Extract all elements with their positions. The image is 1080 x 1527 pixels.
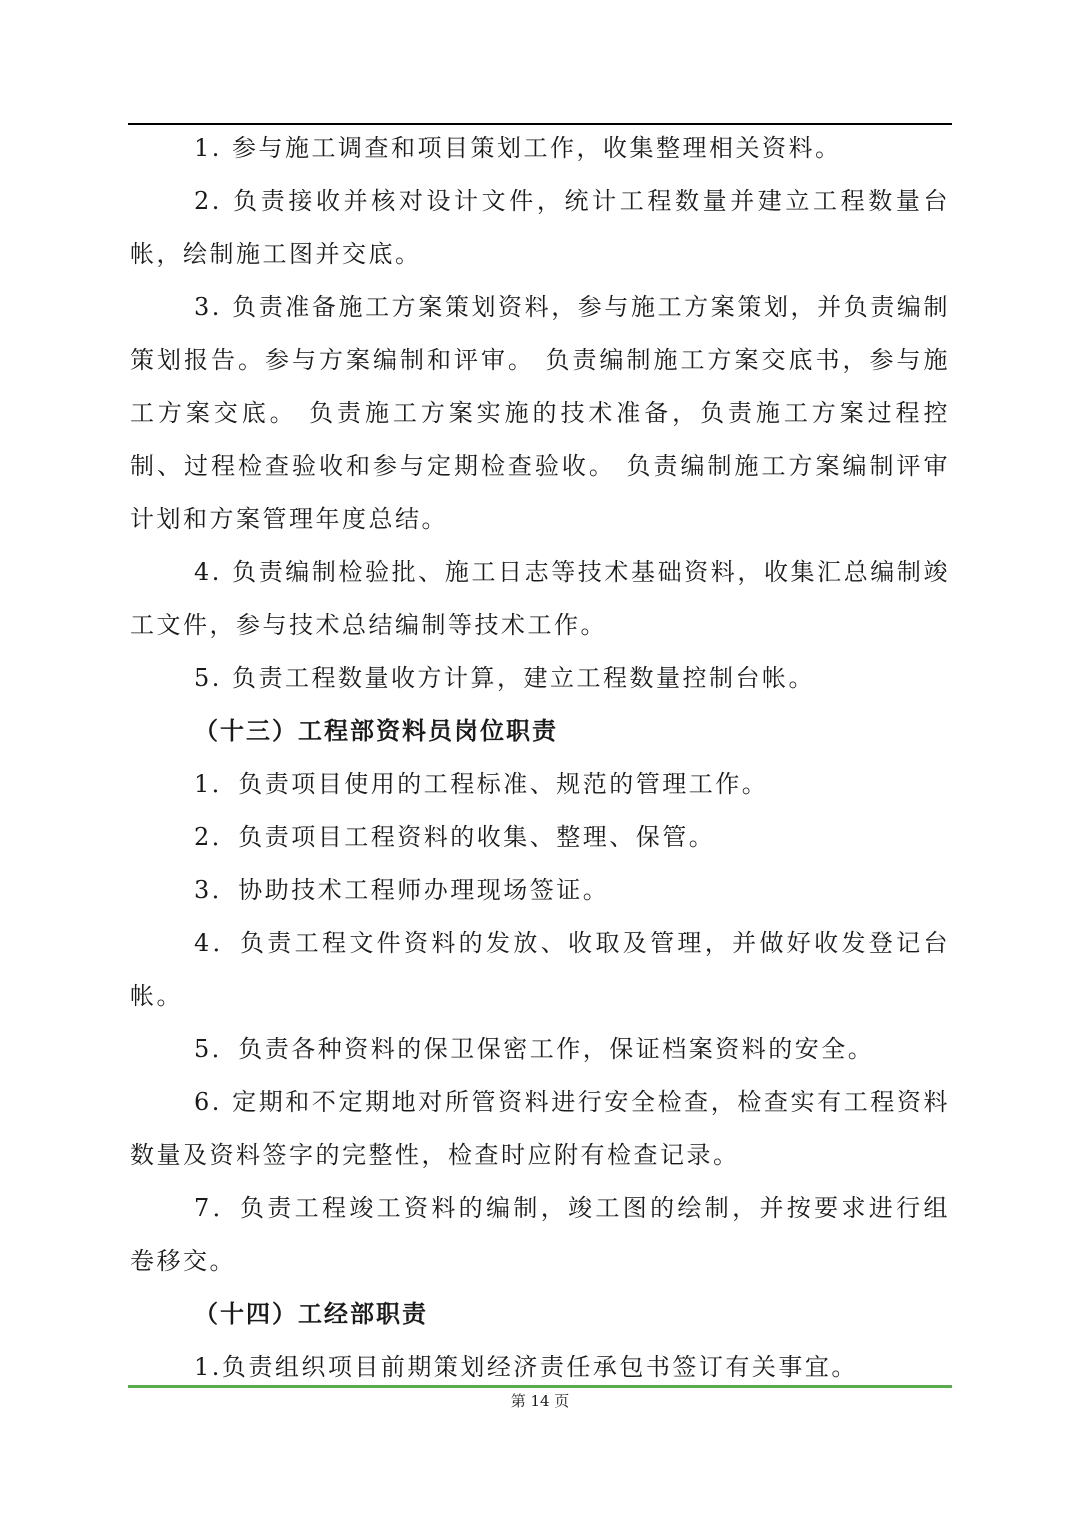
list-item: 2．负责项目工程资料的收集、整理、保管。	[194, 823, 716, 851]
list-item: 6. 定期和不定期地对所管资料进行安全检查，检查实有工程资料数量及资料签字的完整性，检查时应附有检查记录。	[130, 1088, 950, 1169]
section-heading-14: （十四）工经部职责	[194, 1300, 428, 1328]
paragraph: 4. 负责编制检验批、施工日志等技术基础资料，收集汇总编制竣工文件，参与技术总结编制等技术工作。	[130, 558, 950, 639]
list-item: 4．负责工程文件资料的发放、收取及管理，并做好收发登记台帐。	[130, 929, 950, 1010]
paragraph: 1. 参与施工调查和项目策划工作，收集整理相关资料。	[194, 134, 842, 162]
footer-rule	[128, 1385, 952, 1388]
section-heading-13: （十三）工程部资料员岗位职责	[194, 717, 558, 745]
paragraph: 5. 负责工程数量收方计算，建立工程数量控制台帐。	[194, 664, 816, 692]
list-item: 1．负责项目使用的工程标准、规范的管理工作。	[194, 770, 769, 798]
page-number: 第 14 页	[510, 1392, 570, 1410]
list-item: 1.负责组织项目前期策划经济责任承包书签订有关事宜。	[194, 1353, 858, 1381]
paragraph: 2. 负责接收并核对设计文件，统计工程数量并建立工程数量台帐，绘制施工图并交底。	[130, 187, 950, 268]
list-item: 7．负责工程竣工资料的编制，竣工图的绘制，并按要求进行组卷移交。	[130, 1194, 950, 1275]
list-item: 5．负责各种资料的保卫保密工作，保证档案资料的安全。	[194, 1035, 875, 1063]
paragraph: 3. 负责准备施工方案策划资料，参与施工方案策划，并负责编制策划报告。参与方案编制和评审。 负责编制施工方案交底书，参与施工方案交底。 负责施工方案实施的技术准备，负责施工方案过程控制、过程检查验收和参与定期检查验收。 负责编制施工方案编制评审计划和方案管理年度总结。	[130, 293, 950, 533]
document-body	[130, 122, 950, 1394]
list-item: 3．协助技术工程师办理现场签证。	[194, 876, 610, 904]
